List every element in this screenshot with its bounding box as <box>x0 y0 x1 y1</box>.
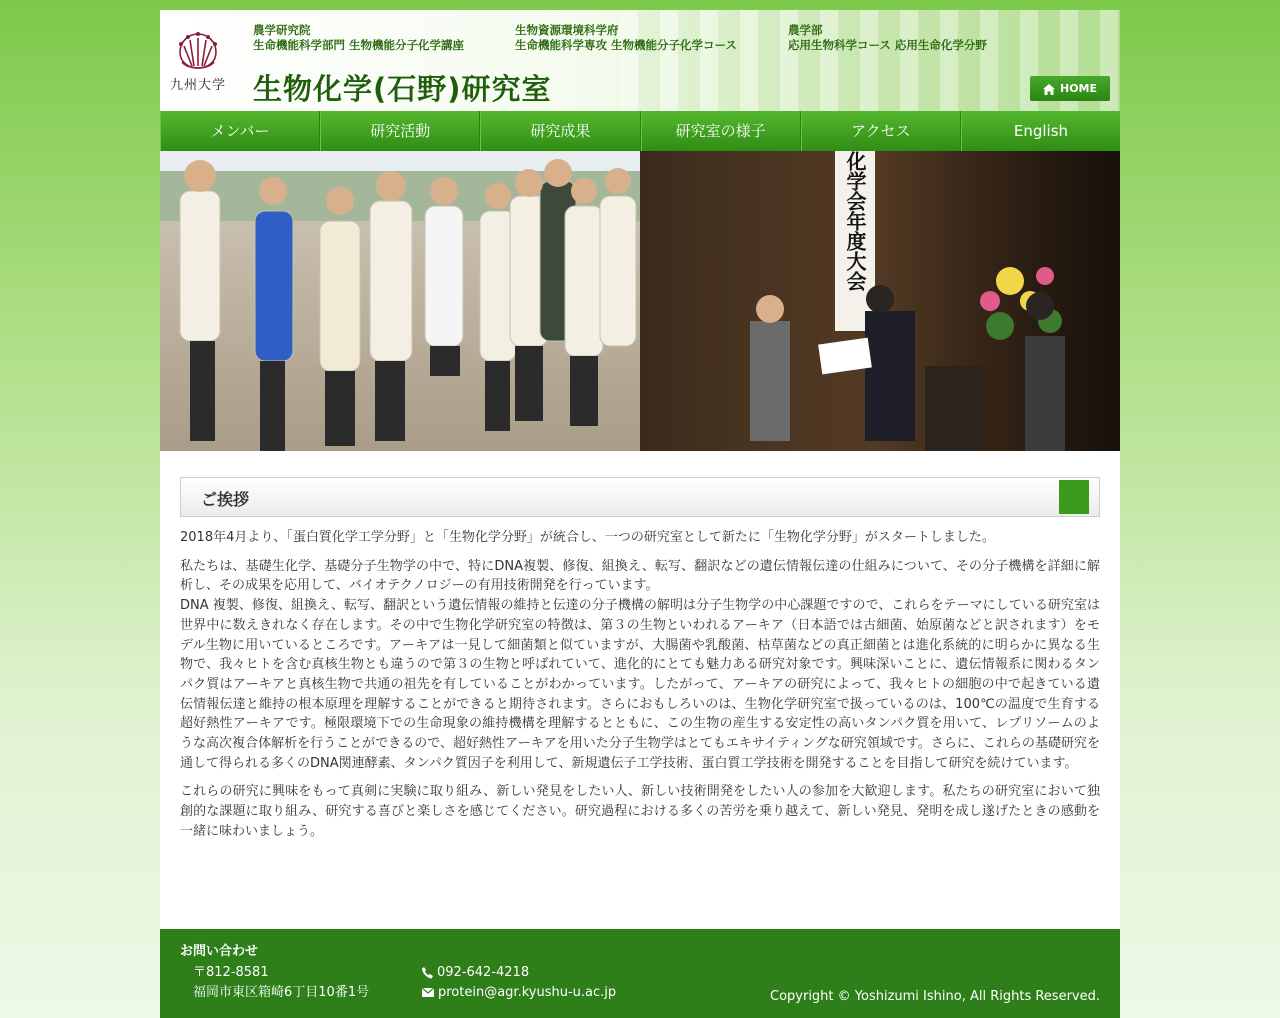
hero-image <box>160 151 1120 451</box>
nav-item-access[interactable]: アクセス <box>801 111 961 151</box>
affiliation-1 <box>253 23 464 53</box>
main-content <box>180 477 1100 842</box>
site-footer <box>160 929 1120 1018</box>
main-nav <box>160 111 1120 151</box>
home-button[interactable] <box>1030 76 1110 101</box>
affiliation-1-line1: 農学研究院 <box>253 23 311 37</box>
affiliation-3-line2: 応用生物科学コース 応用生命化学分野 <box>788 38 987 52</box>
greeting-paragraph-3: DNA 複製、修復、組換え、転写、翻訳という遺伝情報の維持と伝達の分子機構の解明は分子生物学の中心課題ですので、これらをテーマにしている研究室は世界中に数えきれなく存在します。その中で生物化学研究室の特徴は、第３の生物といわれるアーキア（日本語では古細菌、始原菌などと訳されます）をモデル生物に用いているところです。アーキアは一見して細菌類と似ていますが、大腸菌や乳酸菌、枯草菌などの真正細菌とは進化系統的に明らかに異なる生物で、我々ヒトを含む真核生物とも違うので第３の生物と呼ばれていて、進化的にとても魅力ある研究対象です。興味深いことに、遺伝情報系に関わるタンパク質はアーキアと真核生物で共通の祖先を有していることがわかっています。したがって、アーキアの研究によって、我々ヒトの細胞の中で起きている遺伝情報伝達と維持の根本原理を理解することができると期待されます。さらにおもしろいのは、生物化学研究室で扱っているのは、100℃の温度で生育する超好熱性アーキアです。極限環境下での生命現象の維持機構を理解するとともに、この生物の産生する安定性の高いタンパク質を用いて、レプリソームのような高次複合体解析を行うことができるので、超好熱性アーキアを用いた分子生物学はとてもエキサイティングな研究領域です。さらに、これらの基礎研究を通して得られる多くのDNA関連酵素、タンパク質因子を利用して、新規遺伝子工学技術、蛋白質工学技術を開発することを目指して研究を続けています。 <box>180 598 1100 771</box>
site-title[interactable]: 生物化学(石野)研究室 <box>253 72 552 106</box>
email <box>422 984 616 1002</box>
greeting-paragraph-4: これらの研究に興味をもって真剣に実験に取り組み、新しい発見をしたい人、新しい技術開発をしたい人の参加を大歓迎します。私たちの研究室において独創的な課題に取り組み、研究する喜びと楽しさを感じてください。研究過程における多くの苦労を乗り越えて、新しい発見、発明を成し遂げたときの感動を一緒に味わいましょう。 <box>180 784 1100 839</box>
hero-photo-illustration <box>160 151 1120 451</box>
section-header-accent <box>1059 480 1089 514</box>
address: 福岡市東区箱崎6丁目10番1号 <box>193 985 370 1000</box>
nav-item-english[interactable]: English <box>961 111 1120 151</box>
copyright: Copyright © Yoshizumi Ishino, All Rights Reserved. <box>770 989 1100 1004</box>
phone-number: 092-642-4218 <box>437 965 530 980</box>
nav-item-members[interactable]: メンバー <box>160 111 320 151</box>
affiliation-3-line1: 農学部 <box>788 23 823 37</box>
mail-icon <box>422 988 434 997</box>
nav-item-publications[interactable]: 研究成果 <box>480 111 640 151</box>
affiliation-3 <box>788 23 987 53</box>
banner-text: 化学会 <box>843 151 867 211</box>
postal-code: 〒812-8581 <box>193 965 269 980</box>
affiliation-1-line2: 生命機能科学部門 生物機能分子化学講座 <box>253 38 465 52</box>
page-wrapper <box>160 10 1120 1018</box>
greeting-paragraph-1: 2018年4月より、「蛋白質化学工学分野」と「生物化学分野」が統合し、一つの研究室として新たに「生物化学分野」がスタートしました。 <box>180 530 995 545</box>
home-button-label: HOME <box>1059 82 1098 95</box>
university-name: 九州大学 <box>170 78 227 93</box>
banner-text-2: 年度大会 <box>843 211 867 291</box>
affiliation-2-line2: 生命機能科学専攻 生物機能分子化学コース <box>515 38 737 52</box>
section-header <box>180 477 1100 517</box>
home-icon <box>1043 84 1055 95</box>
phone <box>422 964 529 982</box>
section-title: ご挨拶 <box>201 490 250 509</box>
phone-icon <box>422 967 433 979</box>
nav-item-research[interactable]: 研究活動 <box>320 111 480 151</box>
nav-item-lab-life[interactable]: 研究室の様子 <box>641 111 801 151</box>
contact-title: お問い合わせ <box>180 944 259 959</box>
greeting-paragraph-2: 私たちは、基礎生化学、基礎分子生物学の中で、特にDNA複製、修復、組換え、転写、翻訳などの遺伝情報伝達の仕組みについて、その分子機構を詳細に解析し、その成果を応用して、バイオテクノロジーの有用技術開発を行っています。 <box>180 558 1100 594</box>
email-address[interactable]: protein@agr.kyushu-u.ac.jp <box>438 985 617 1000</box>
affiliation-2-line1: 生物資源環境科学府 <box>515 23 619 37</box>
affiliation-2 <box>515 23 737 53</box>
site-header <box>160 10 1120 111</box>
